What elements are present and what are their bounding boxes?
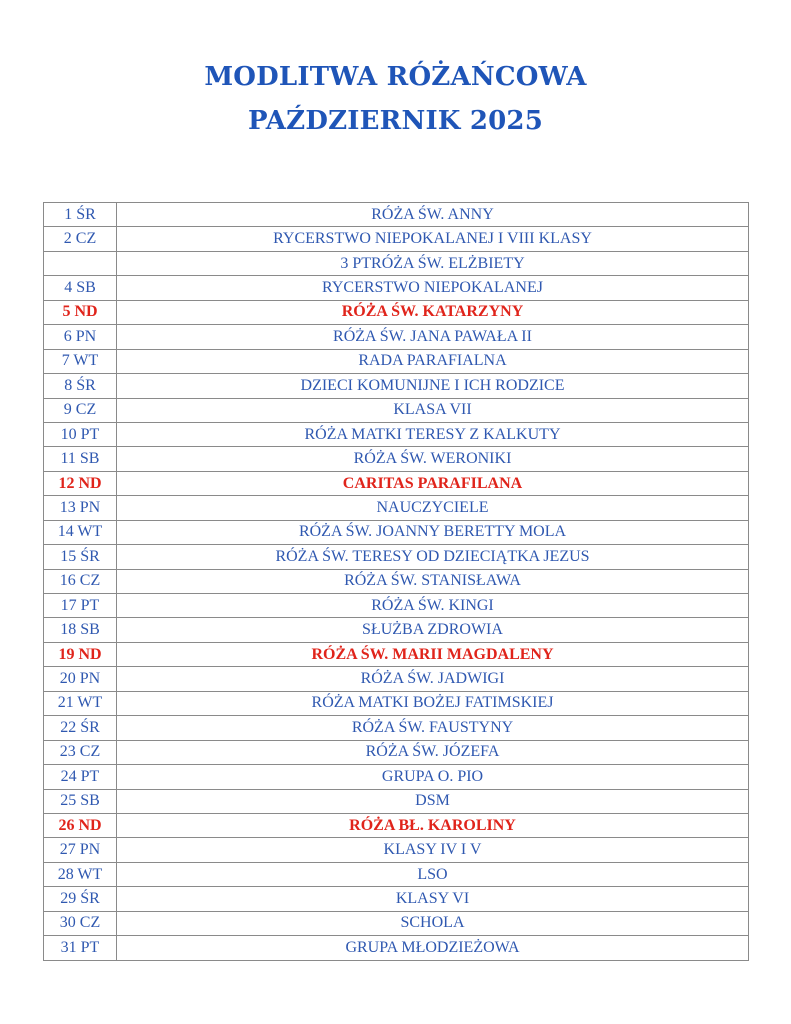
group-cell: RÓŻA ŚW. JÓZEFA xyxy=(117,740,749,764)
day-cell: 11 SB xyxy=(44,447,117,471)
day-cell: 2 CZ xyxy=(44,227,117,251)
group-cell: RÓŻA ŚW. JADWIGI xyxy=(117,667,749,691)
table-row xyxy=(44,349,749,373)
group-cell: RÓŻA BŁ. KAROLINY xyxy=(117,813,749,837)
day-cell: 25 SB xyxy=(44,789,117,813)
page-title: MODLITWA RÓŻAŃCOWA xyxy=(204,62,587,92)
table-row xyxy=(44,422,749,446)
table-row xyxy=(44,520,749,544)
day-cell: 17 PT xyxy=(44,594,117,618)
table-row xyxy=(44,227,749,251)
table-row xyxy=(44,618,749,642)
table-row-sunday xyxy=(44,642,749,666)
day-cell: 20 PN xyxy=(44,667,117,691)
group-cell: RÓŻA ŚW. STANISŁAWA xyxy=(117,569,749,593)
day-cell: 7 WT xyxy=(44,349,117,373)
day-cell: 31 PT xyxy=(44,936,117,960)
group-cell: RÓŻA ŚW. WERONIKI xyxy=(117,447,749,471)
table-row xyxy=(44,765,749,789)
page-subtitle-month: PAŹDZIERNIK 2025 xyxy=(247,106,544,136)
day-cell: 27 PN xyxy=(44,838,117,862)
day-cell: 16 CZ xyxy=(44,569,117,593)
table-row xyxy=(44,667,749,691)
table-row xyxy=(44,251,749,275)
day-cell: 29 ŚR xyxy=(44,887,117,911)
table-row xyxy=(44,740,749,764)
group-cell: RÓŻA ŚW. KATARZYNY xyxy=(117,300,749,324)
day-cell: 21 WT xyxy=(44,691,117,715)
table-row xyxy=(44,398,749,422)
table-row xyxy=(44,496,749,520)
group-cell: RÓŻA ŚW. KINGI xyxy=(117,594,749,618)
group-cell: SŁUŻBA ZDROWIA xyxy=(117,618,749,642)
table-row-sunday xyxy=(44,813,749,837)
day-cell: 1 ŚR xyxy=(44,203,117,227)
group-cell: RÓŻA ŚW. JOANNY BERETTY MOLA xyxy=(117,520,749,544)
table-row xyxy=(44,569,749,593)
table-row xyxy=(44,887,749,911)
table-row xyxy=(44,325,749,349)
group-cell: KLASA VII xyxy=(117,398,749,422)
group-cell: RÓŻA ŚW. MARII MAGDALENY xyxy=(117,642,749,666)
day-cell: 14 WT xyxy=(44,520,117,544)
group-cell: RYCERSTWO NIEPOKALANEJ xyxy=(117,276,749,300)
day-cell xyxy=(44,251,117,275)
day-cell: 23 CZ xyxy=(44,740,117,764)
group-cell: RÓŻA MATKI TERESY Z KALKUTY xyxy=(117,422,749,446)
group-cell: KLASY IV I V xyxy=(117,838,749,862)
group-cell: LSO xyxy=(117,862,749,886)
group-cell: RYCERSTWO NIEPOKALANEJ I VIII KLASY xyxy=(117,227,749,251)
group-cell: RÓŻA ŚW. FAUSTYNY xyxy=(117,716,749,740)
table-row xyxy=(44,789,749,813)
day-cell: 15 ŚR xyxy=(44,545,117,569)
day-cell: 9 CZ xyxy=(44,398,117,422)
group-cell: RÓŻA MATKI BOŻEJ FATIMSKIEJ xyxy=(117,691,749,715)
group-cell: RÓŻA ŚW. ANNY xyxy=(117,203,749,227)
group-cell: RADA PARAFIALNA xyxy=(117,349,749,373)
day-cell: 8 ŚR xyxy=(44,374,117,398)
table-row xyxy=(44,276,749,300)
table-row xyxy=(44,911,749,935)
table-row xyxy=(44,862,749,886)
table-row xyxy=(44,203,749,227)
group-cell: RÓŻA ŚW. TERESY OD DZIECIĄTKA JEZUS xyxy=(117,545,749,569)
day-cell: 12 ND xyxy=(44,471,117,495)
day-cell: 4 SB xyxy=(44,276,117,300)
table-row xyxy=(44,594,749,618)
group-cell: GRUPA O. PIO xyxy=(117,765,749,789)
group-cell: 3 PTRÓŻA ŚW. ELŻBIETY xyxy=(117,251,749,275)
group-cell: DZIECI KOMUNIJNE I ICH RODZICE xyxy=(117,374,749,398)
table-row xyxy=(44,838,749,862)
table-row-sunday xyxy=(44,300,749,324)
day-cell: 24 PT xyxy=(44,765,117,789)
table-row xyxy=(44,545,749,569)
group-cell: RÓŻA ŚW. JANA PAWAŁA II xyxy=(117,325,749,349)
group-cell: CARITAS PARAFILANA xyxy=(117,471,749,495)
table-row xyxy=(44,374,749,398)
day-cell: 26 ND xyxy=(44,813,117,837)
day-cell: 6 PN xyxy=(44,325,117,349)
day-cell: 10 PT xyxy=(44,422,117,446)
table-row xyxy=(44,691,749,715)
table-row xyxy=(44,936,749,960)
day-cell: 22 ŚR xyxy=(44,716,117,740)
prayer-schedule-table xyxy=(43,202,749,961)
table-row-sunday xyxy=(44,471,749,495)
day-cell: 19 ND xyxy=(44,642,117,666)
group-cell: DSM xyxy=(117,789,749,813)
table-row xyxy=(44,716,749,740)
group-cell: KLASY VI xyxy=(117,887,749,911)
schedule-body xyxy=(44,203,749,961)
day-cell: 30 CZ xyxy=(44,911,117,935)
group-cell: NAUCZYCIELE xyxy=(117,496,749,520)
day-cell: 18 SB xyxy=(44,618,117,642)
table-row xyxy=(44,447,749,471)
group-cell: GRUPA MŁODZIEŻOWA xyxy=(117,936,749,960)
group-cell: SCHOLA xyxy=(117,911,749,935)
day-cell: 28 WT xyxy=(44,862,117,886)
day-cell: 5 ND xyxy=(44,300,117,324)
day-cell: 13 PN xyxy=(44,496,117,520)
